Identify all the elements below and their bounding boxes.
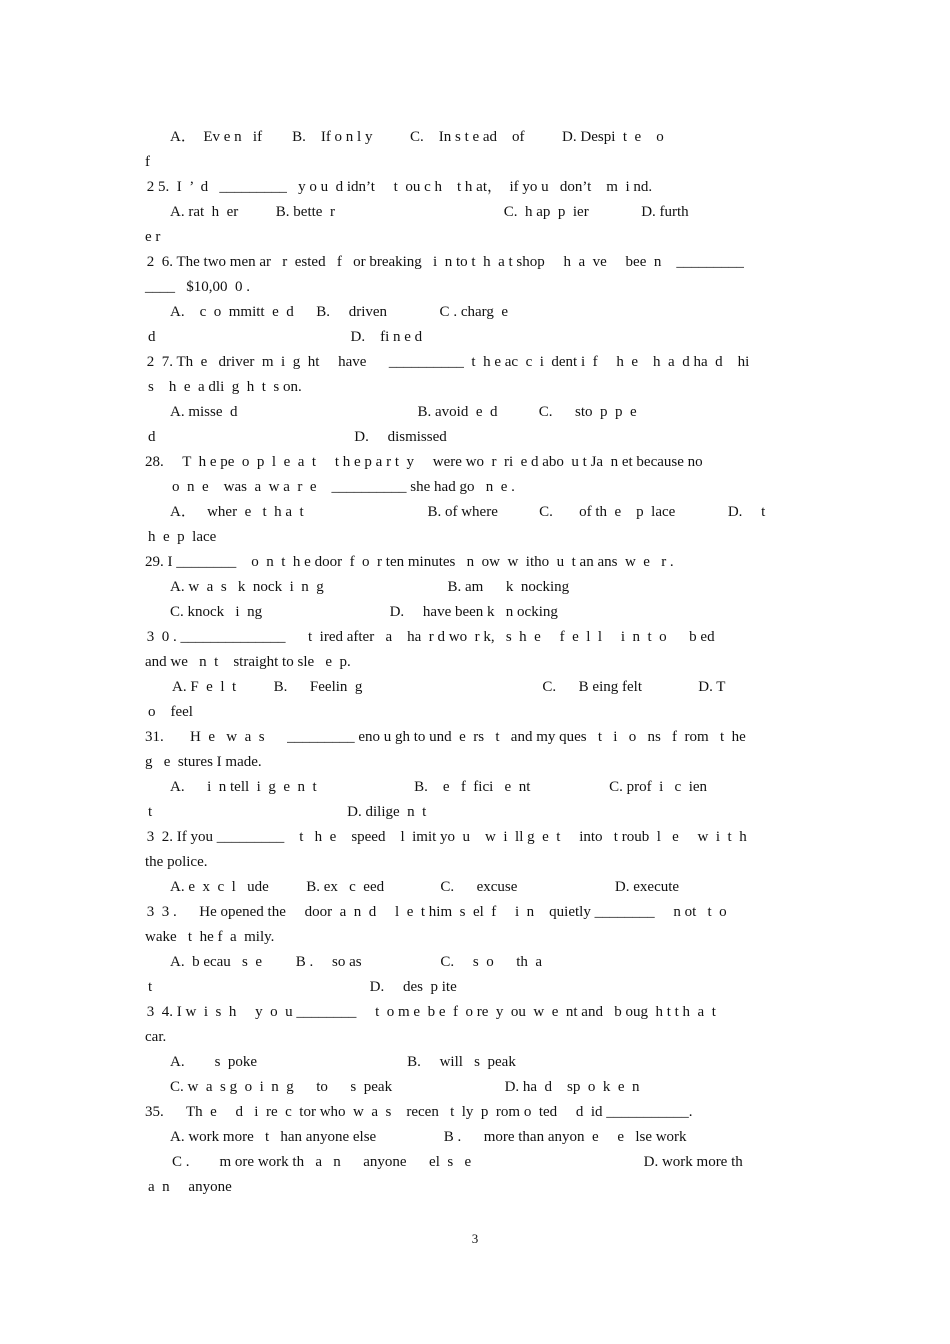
option-line-q24: A． Ev e n if B. If o n l y C. In s t e ad of D. Despi t e o	[170, 129, 664, 145]
option-line-q25-wrap: e r	[145, 229, 161, 245]
question-32: 3 2. If you _________ t h e speed l imit yo u w i ll g e t into t roub l e w i t h	[143, 829, 747, 845]
question-30: 3 0 . ______________ t ired after a ha r d wo r k, s h e f e l l i n t o b ed	[143, 629, 715, 645]
question-28: 28. T h e pe o p l e a t t h e p a r t y were wo r ri e d abo u t Ja n et because no	[145, 454, 703, 470]
question-32-wrap: the police.	[145, 854, 208, 870]
option-line-q24-wrap: f	[145, 154, 150, 170]
question-27: 2 7. Th e driver m i g ht have __________ t h e ac c i dent i f h e h a d ha d hi	[143, 354, 750, 370]
question-26: 2 6. The two men ar r ested f or breaking i n to t h a t shop h a ve bee n _________	[143, 254, 744, 270]
question-33: 3 3 . He opened the door a n d l e t him s el f i n quietly ________ n ot t o	[143, 904, 727, 920]
option-line-q34-b: C. w a s g o i n g to s peak D. ha d sp o k e n	[170, 1079, 640, 1095]
question-33-wrap: wake t he f a mily.	[145, 929, 275, 945]
option-line-q35-a: A. work more t han anyone else B . more than anyon e e lse work	[170, 1129, 687, 1145]
question-35: 35. Th e d i re c tor who w a s recen t ly p rom o ted d id ___________.	[145, 1104, 693, 1120]
question-25: 2 5. I ’ d _________ y o u d idn’t t ou c h t h at， if yo u don’t m i nd.	[143, 179, 653, 195]
question-34-wrap: car.	[145, 1029, 167, 1045]
option-line-q27-b: d D. dismissed	[148, 429, 447, 445]
option-line-q32: A. e x c l ude B. ex c eed C. excuse D. execute	[170, 879, 680, 895]
option-line-q28-a: A． wher e t h a t B. of where C. of th e p lace D. t	[170, 504, 766, 520]
question-31: 31. H e w a s _________ eno u gh to und e rs t and my ques t i o ns f rom t he	[145, 729, 746, 745]
option-line-q27-a: A. misse d B. avoid e d C. sto p p e	[170, 404, 637, 420]
option-line-q35-b: C . m ore work th a n anyone el s e D. work more th	[172, 1154, 743, 1170]
option-line-q35-wrap: a n anyone	[148, 1179, 232, 1195]
option-line-q30-a: A. F e l t B. Feelin g C. B eing felt D. T	[172, 679, 726, 695]
question-26-wrap: ____ $10,00 0 .	[145, 279, 250, 295]
question-34: 3 4. I w i s h y o u ________ t o m e b e f o re y ou w e nt and b oug h t t h a t	[143, 1004, 716, 1020]
option-line-q29-a: A. w a s k nock i n g B. am k nocking	[170, 579, 570, 595]
option-line-q29-b: C. knock i ng D. have been k n ocking	[170, 604, 558, 620]
question-30-wrap: and we n t straight to sle e p.	[145, 654, 351, 670]
option-line-q25: A. rat h er B. bette r C. h ap p ier D. furth	[170, 204, 689, 220]
option-line-q31-b: t D. dilige n t	[148, 804, 427, 820]
option-line-q30-b: o feel	[148, 704, 193, 720]
question-28-wrap: o n e was a w a r e __________ she had go n e .	[172, 479, 515, 495]
option-line-q26-b: d D. fi n e d	[148, 329, 423, 345]
option-line-q33-a: A. b ecau s e B . so as C. s o th a	[170, 954, 543, 970]
option-line-q26-a: A. c o mmitt e d B. driven C . charg e	[170, 304, 509, 320]
page-number: 3	[471, 1231, 479, 1246]
option-line-q31-a: A. i n tell i g e n t B. e f fici e nt C. prof i c ien	[170, 779, 708, 795]
option-line-q34-a: A. s poke B. will s peak	[170, 1054, 516, 1070]
option-line-q33-b: t D. des p ite	[148, 979, 457, 995]
question-31-wrap: g e stures I made.	[145, 754, 262, 770]
question-29: 29. I ________ o n t h e door f o r ten minutes n ow w itho u t an ans w e r .	[145, 554, 674, 570]
option-line-q28-b: h e p lace	[148, 529, 217, 545]
question-27-wrap: s h e a dli g h t s on.	[148, 379, 302, 395]
